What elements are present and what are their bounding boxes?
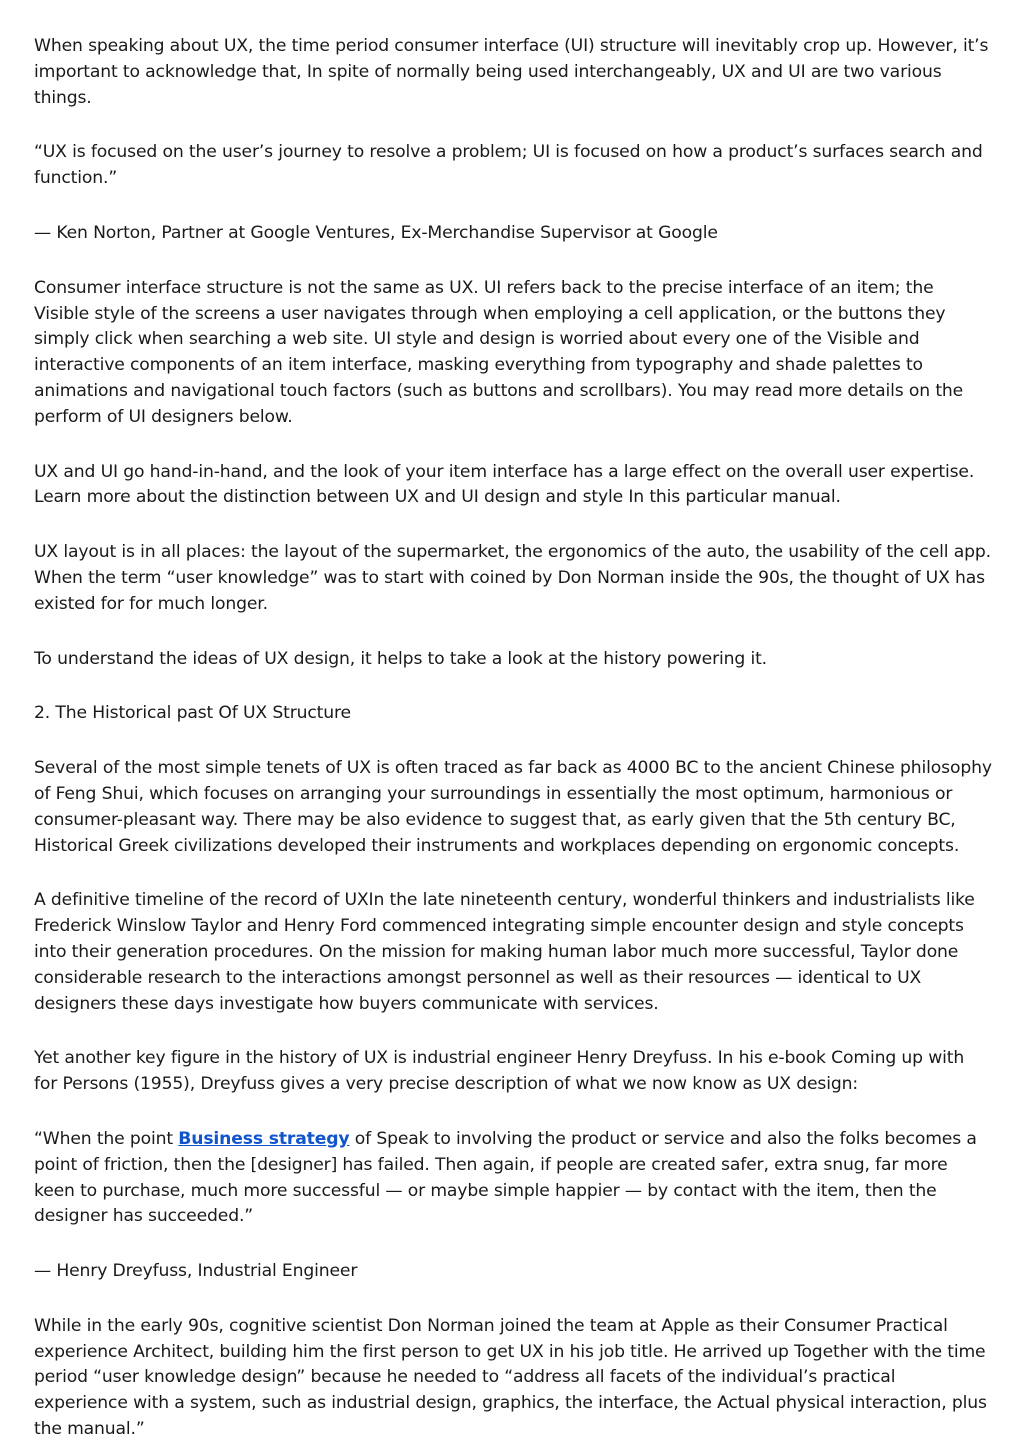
paragraph-dreyfuss: Yet another key figure in the history of UX is industrial engineer Henry Dreyfuss. In his e-book Coming up with for Persons (1955), Dreyfuss gives a very precise description of what we now know as UX design: — [34, 1048, 965, 1095]
attribution-ken-norton: — Ken Norton, Partner at Google Ventures, Ex-Merchandise Supervisor at Google — [34, 222, 718, 243]
paragraph-taylor-ford: A definitive timeline of the record of UXIn the late nineteenth century, wonderful thinkers and industrialists like Frederick Winslow Taylor and Henry Ford commenced integrating simple encounter design and style concepts into their generation procedures. On the mission for making human labor much more successful, Taylor done considerable research to the interactions amongst personnel as well as their resources — identical to UX designers these days investigate how buyers communicate with services. — [34, 890, 975, 1014]
paragraph-ux-vs-ui-intro: When speaking about UX, the time period consumer interface (UI) structure will inevitably crop up. However, it’s important to acknowledge that, In spite of normally being used interchangeably, UX and UI are two various things. — [34, 36, 989, 108]
paragraph-feng-shui: Several of the most simple tenets of UX is often traced as far back as 4000 BC to the ancient Chinese philosophy of Feng Shui, which focuses on arranging your surroundings in essentially the most optimum, harmonious or consumer-pleasant way. There may be also evidence to suggest that, as early given that the 5th century BC, Historical Greek civilizations developed their instruments and workplaces depending on ergonomic concepts. — [34, 758, 992, 856]
paragraph-ux-ui-hand-in-hand: UX and UI go hand-in-hand, and the look of your item interface has a large effect on the overall user expertise. Learn more about the distinction between UX and UI design and style In this particular manual. — [34, 461, 975, 508]
paragraph-ux-everywhere: UX layout is in all places: the layout of the supermarket, the ergonomics of the auto, the usability of the cell app. When the term “user knowledge” was to start with coined by Don Norman inside the 90s, the thought of UX has existed for for much longer. — [34, 542, 991, 614]
paragraph-don-norman: While in the early 90s, cognitive scientist Don Norman joined the team at Apple as their Consumer Practical experience Architect, building him the first person to get UX in his job title. He arrived up Together with the time period “user knowledge design” because he needed to “address all facets of the individual’s practical experience with a system, such as industrial design, graphics, the interface, the Actual physical interaction, plus the manual.” — [34, 1315, 987, 1440]
paragraph-ui-definition: Consumer interface structure is not the same as UX. UI refers back to the precise interface of an item; the Visible style of the screens a user navigates through when employing a cell application, or the buttons they simply click when searching a web site. UI style and design is worried about every one of the Visible and interactive components of an item interface, masking everything from typography and shade palettes to animations and navigational touch factors (such as buttons and scrollbars). You may read more details on the perform of UI designers below. — [34, 277, 964, 427]
quote-ken-norton: “UX is focused on the user’s journey to resolve a problem; UI is focused on how a product’s surfaces search and function.” — [34, 142, 983, 189]
quote-dreyfuss — [34, 1127, 992, 1230]
business-strategy-link[interactable]: Business strategy — [178, 1128, 350, 1149]
attribution-dreyfuss: — Henry Dreyfuss, Industrial Engineer — [34, 1261, 358, 1282]
quote-dreyfuss-start: “When the point — [34, 1128, 179, 1149]
section-heading-history: 2. The Historical past Of UX Structure — [34, 703, 351, 724]
paragraph-history-intro: To understand the ideas of UX design, it helps to take a look at the history powering it. — [34, 648, 767, 669]
quote-dreyfuss-rest: of Speak to involving the product or service and also the folks becomes a point of friction, then the [designer] has failed. Then again, if people are created safer, extra snug, far more keen to purchase, much more successful — or maybe simple happier — by contact with the item, then the designer has succeeded.” — [34, 1128, 977, 1227]
